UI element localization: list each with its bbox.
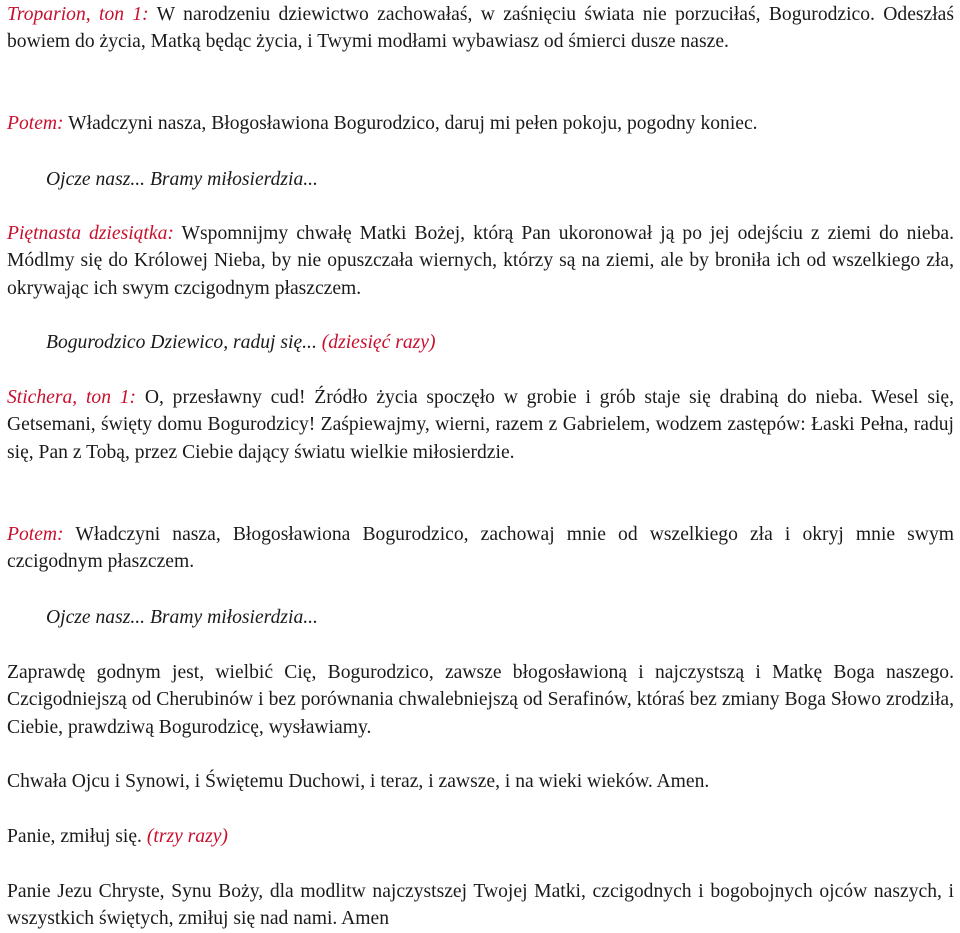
dziesiec-razy-label: (dziesięć razy) — [316, 332, 436, 353]
ojcze-nasz-line-2: Ojcze nasz... Bramy miłosierdzia... — [46, 607, 318, 628]
dziesiatka-paragraph — [7, 220, 954, 302]
stichera-paragraph — [7, 384, 954, 466]
dziesiatka-text: Wspomnijmy chwałę Matki Bożej, którą Pan ukoronował ją po jej odejściu z ziemi do nieba. Módlmy się do Królowej Nieba, by nie opuszczała wiernych, którzy są na ziemi, ale by broniła ich od wszelkiego zła, okrywając ich swym czcigodnym płaszczem. — [7, 223, 954, 299]
chwala-paragraph: Chwała Ojcu i Synowi, i Świętemu Duchowi, i teraz, i zawsze, i na wieki wieków. Amen. — [7, 771, 710, 792]
potem-paragraph-1 — [7, 110, 954, 137]
potem-label-2: Potem: — [7, 524, 64, 545]
troparion-label: Troparion, ton 1: — [7, 4, 149, 25]
zaprawde-paragraph: Zaprawdę godnym jest, wielbić Cię, Bogurodzico, zawsze błogosławioną i najczystszą i Matkę Boga naszego. Czcigodniejszą od Cherubinów i bez porównania chwalebniejszą od Serafinów, któraś bez zmiany Boga Słowo zrodziła, Ciebie, prawdziwą Bogurodzicę, wysławiamy. — [7, 662, 954, 738]
potem-text-1: Władczyni nasza, Błogosławiona Bogurodzico, daruj mi pełen pokoju, pogodny koniec. — [63, 113, 758, 134]
troparion-text: W narodzeniu dziewictwo zachowałaś, w zaśnięciu świata nie porzuciłaś, Bogurodzico. Odeszłaś bowiem do życia, Matką będąc życia, i Twymi modłami wybawiasz od śmierci dusze nasze. — [7, 4, 955, 53]
potem-label-1: Potem: — [7, 113, 64, 134]
stichera-label: Stichera, ton 1: — [7, 387, 137, 408]
ojcze-nasz-line-1: Ojcze nasz... Bramy miłosierdzia... — [46, 169, 318, 190]
bogurodzico-text: Bogurodzico Dziewico, raduj się... — [46, 332, 317, 353]
dziesiatka-label: Piętnasta dziesiątka: — [7, 223, 174, 244]
stichera-text: O, przesławny cud! Źródło życia spoczęło w grobie i grób staje się drabiną do nieba. Wesel się, Getsemani, święty domu Bogurodzicy! Zaśpiewajmy, wierni, razem z Gabrielem, wodzem zastępów: Łaski Pełna, raduj się, Pan z Tobą, przez Ciebie dający światu wielkie miłosierdzie. — [7, 387, 954, 463]
potem-text-2: Władczyni nasza, Błogosławiona Bogurodzico, zachowaj mnie od wszelkiego zła i okryj mnie swym czcigodnym płaszczem. — [7, 524, 954, 573]
trzy-razy-label: (trzy razy) — [146, 826, 228, 847]
panie-zmiluj-line — [7, 823, 954, 850]
troparion-paragraph — [7, 1, 954, 56]
panie-zmiluj-text: Panie, zmiłuj się. — [7, 826, 147, 847]
bogurodzico-line — [46, 329, 954, 356]
potem-paragraph-2 — [7, 521, 954, 576]
panie-jezu-paragraph: Panie Jezu Chryste, Synu Boży, dla modlitw najczystszej Twojej Matki, czcigodnych i bogobojnych ojców naszych, i wszystkich świętych, zmiłuj się nad nami. Amen — [7, 881, 954, 930]
